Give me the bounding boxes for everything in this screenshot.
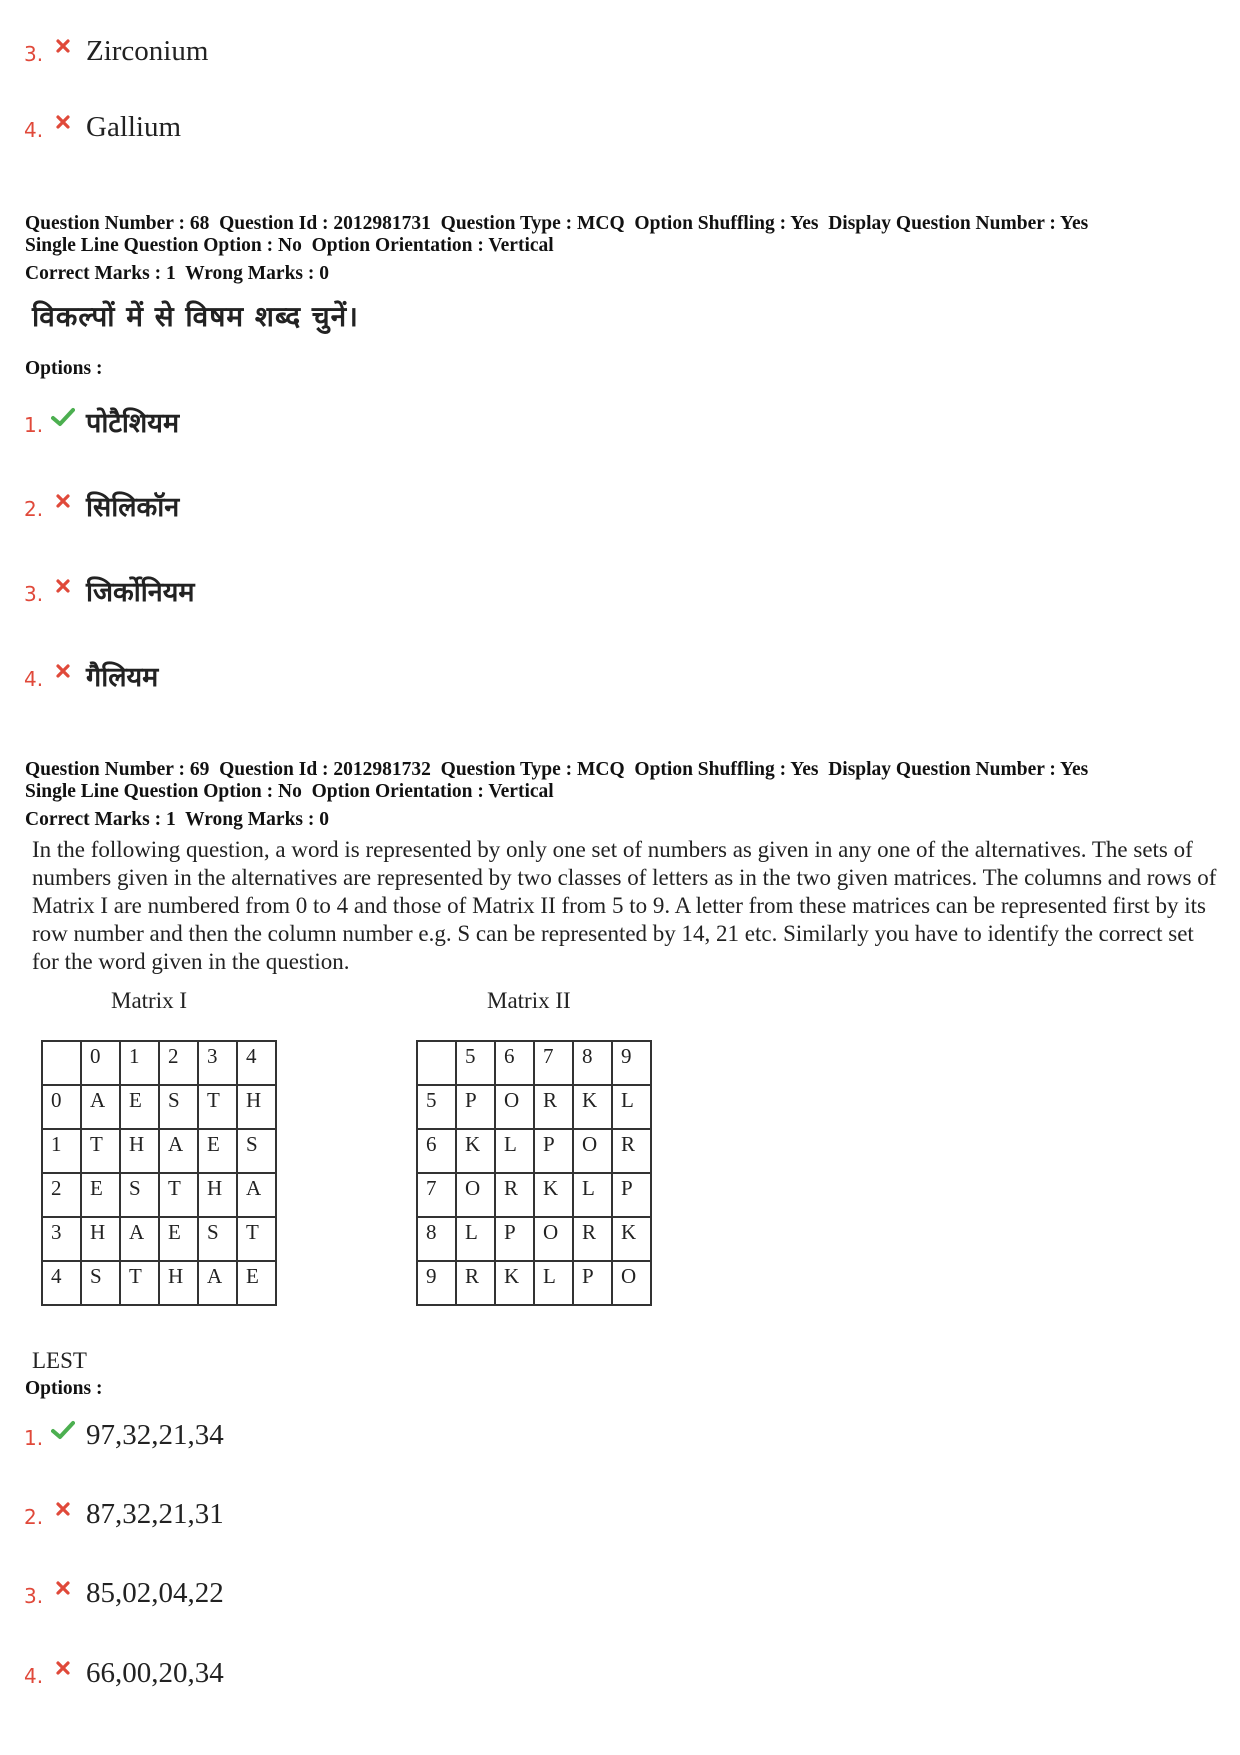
matrix-cell: A <box>81 1085 120 1129</box>
matrix-cell: T <box>237 1217 276 1261</box>
matrix-cell: E <box>120 1085 159 1129</box>
matrix-cell: S <box>159 1085 198 1129</box>
matrix-row <box>417 1129 651 1173</box>
cross-icon <box>50 1574 76 1602</box>
q69-option-3 <box>24 1564 224 1608</box>
matrix-cell: R <box>534 1085 573 1129</box>
option-number: 3. <box>24 1584 44 1608</box>
option-number: 4. <box>24 667 44 691</box>
option-text: 66,00,20,34 <box>86 1657 224 1689</box>
matrix-row <box>417 1261 651 1305</box>
matrix-cell: T <box>159 1173 198 1217</box>
q68-option-2 <box>24 477 179 521</box>
matrix-cell: T <box>198 1085 237 1129</box>
check-icon <box>50 1416 76 1444</box>
matrix-cell: P <box>495 1217 534 1261</box>
matrix-row-number: 5 <box>417 1085 456 1129</box>
matrix-cell: L <box>534 1261 573 1305</box>
matrix-cell: S <box>81 1261 120 1305</box>
matrix-cell: H <box>120 1129 159 1173</box>
matrix-row-number: 6 <box>417 1129 456 1173</box>
matrix-cell: E <box>237 1261 276 1305</box>
matrix-row-number: 9 <box>417 1261 456 1305</box>
matrix-cell: K <box>612 1217 651 1261</box>
matrix-cell: K <box>534 1173 573 1217</box>
matrix-row-number: 4 <box>42 1261 81 1305</box>
matrix-header-cell: 2 <box>159 1041 198 1085</box>
matrix-cell: P <box>612 1173 651 1217</box>
matrix-1-table <box>41 1040 277 1306</box>
matrix-row <box>42 1217 276 1261</box>
matrix-cell: S <box>198 1217 237 1261</box>
q69-meta-line1: Question Number : 69 Question Id : 2012981732 Question Type : MCQ Option Shuffling : Yes Display Question Number : Yes <box>25 759 1089 780</box>
q69-option-4 <box>24 1644 224 1688</box>
option-number: 3. <box>24 42 44 66</box>
matrix-cell: E <box>198 1129 237 1173</box>
matrix-cell: L <box>573 1173 612 1217</box>
matrix-header-cell: 5 <box>456 1041 495 1085</box>
q69-option-2 <box>24 1485 224 1529</box>
cross-icon <box>50 657 76 685</box>
matrix-cell: A <box>120 1217 159 1261</box>
matrix-row <box>42 1173 276 1217</box>
matrix-header-cell: 7 <box>534 1041 573 1085</box>
matrix-cell: R <box>456 1261 495 1305</box>
matrix-cell: A <box>198 1261 237 1305</box>
option-number: 1. <box>24 1426 44 1450</box>
cross-icon <box>50 1495 76 1523</box>
matrix-header-cell: 1 <box>120 1041 159 1085</box>
matrix-cell: R <box>612 1129 651 1173</box>
matrix-cell: T <box>81 1129 120 1173</box>
matrix-row <box>417 1085 651 1129</box>
matrix-cell: O <box>612 1261 651 1305</box>
option-text: Zirconium <box>86 35 209 67</box>
q68-option-3 <box>24 562 195 606</box>
option-text: गैलियम <box>86 662 159 693</box>
option-number: 4. <box>24 118 44 142</box>
matrix-row <box>42 1261 276 1305</box>
matrix-row-number: 2 <box>42 1173 81 1217</box>
q69-meta-line2: Single Line Question Option : No Option Orientation : Vertical <box>25 781 554 802</box>
matrix-header-cell: 3 <box>198 1041 237 1085</box>
q69-question-text: In the following question, a word is represented by only one set of numbers as given in any one of the alternatives. The sets of numbers given in the alternatives are represented by two classes of letters as in the two given matrices. The columns and rows of Matrix I are numbered from 0 to 4 and those of Matrix II from 5 to 9. A letter from these matrices can be represented first by its row number and then the column number e.g. S can be represented by 14, 21 etc. Similarly you have to identify the correct set for the word given in the question. <box>32 837 1217 974</box>
matrix-cell: H <box>81 1217 120 1261</box>
matrix-header-cell: 0 <box>81 1041 120 1085</box>
matrix-cell: K <box>495 1261 534 1305</box>
matrix-header-cell: 8 <box>573 1041 612 1085</box>
matrix-cell: O <box>495 1085 534 1129</box>
cross-icon <box>50 108 76 136</box>
option-text: जिर्कोनियम <box>86 577 195 608</box>
matrix-cell: S <box>120 1173 159 1217</box>
matrix-cell: R <box>573 1217 612 1261</box>
cross-icon <box>50 32 76 60</box>
q68-option-1 <box>24 393 179 437</box>
q68-options-label: Options : <box>25 358 103 379</box>
matrix-cell: H <box>198 1173 237 1217</box>
matrix-cell: H <box>159 1261 198 1305</box>
matrix-2-title: Matrix II <box>487 988 571 1013</box>
option-text: 85,02,04,22 <box>86 1577 224 1609</box>
matrix-row <box>42 1085 276 1129</box>
matrix-cell: H <box>237 1085 276 1129</box>
matrix-cell: L <box>495 1129 534 1173</box>
matrix-row-number: 3 <box>42 1217 81 1261</box>
option-number: 4. <box>24 1664 44 1688</box>
option-number: 1. <box>24 413 44 437</box>
q68-meta-line1: Question Number : 68 Question Id : 2012981731 Question Type : MCQ Option Shuffling : Yes Display Question Number : Yes <box>25 213 1089 234</box>
matrix-cell: L <box>456 1217 495 1261</box>
matrix-header-cell <box>417 1041 456 1085</box>
matrix-cell: T <box>120 1261 159 1305</box>
matrix-cell: P <box>534 1129 573 1173</box>
matrix-cell: O <box>573 1129 612 1173</box>
matrix-row-number: 1 <box>42 1129 81 1173</box>
matrix-cell: P <box>573 1261 612 1305</box>
matrix-row-number: 8 <box>417 1217 456 1261</box>
matrix-header-cell: 9 <box>612 1041 651 1085</box>
option-text: पोटैशियम <box>86 408 180 439</box>
matrix-header-cell: 4 <box>237 1041 276 1085</box>
matrix-cell: A <box>159 1129 198 1173</box>
option-number: 2. <box>24 497 44 521</box>
matrix-header-cell <box>42 1041 81 1085</box>
matrix-cell: R <box>495 1173 534 1217</box>
option-text: सिलिकॉन <box>86 492 180 523</box>
q68-marks: Correct Marks : 1 Wrong Marks : 0 <box>25 263 330 284</box>
prev-option-3 <box>24 22 208 66</box>
matrix-cell: P <box>456 1085 495 1129</box>
q69-word: LEST <box>32 1348 87 1373</box>
matrix-header-row <box>42 1041 276 1085</box>
matrix-row <box>42 1129 276 1173</box>
matrix-row-number: 0 <box>42 1085 81 1129</box>
matrix-row-number: 7 <box>417 1173 456 1217</box>
matrix-row <box>417 1217 651 1261</box>
option-number: 2. <box>24 1505 44 1529</box>
q69-options-label: Options : <box>25 1378 103 1399</box>
q68-option-4 <box>24 647 158 691</box>
matrix-cell: E <box>159 1217 198 1261</box>
cross-icon <box>50 572 76 600</box>
matrix-cell: E <box>81 1173 120 1217</box>
matrix-2-table <box>416 1040 652 1306</box>
matrix-cell: O <box>456 1173 495 1217</box>
prev-option-4 <box>24 98 181 142</box>
matrix-cell: O <box>534 1217 573 1261</box>
option-number: 3. <box>24 582 44 606</box>
matrix-row <box>417 1173 651 1217</box>
matrix-cell: L <box>612 1085 651 1129</box>
cross-icon <box>50 487 76 515</box>
q68-question-text: विकल्पों में से विषम शब्द चुनें। <box>32 300 359 333</box>
matrix-cell: K <box>456 1129 495 1173</box>
matrix-header-row <box>417 1041 651 1085</box>
option-text: 87,32,21,31 <box>86 1498 224 1530</box>
q69-marks: Correct Marks : 1 Wrong Marks : 0 <box>25 809 330 830</box>
cross-icon <box>50 1654 76 1682</box>
option-text: 97,32,21,34 <box>86 1419 224 1451</box>
q68-meta-line2: Single Line Question Option : No Option Orientation : Vertical <box>25 235 554 256</box>
check-icon <box>50 403 76 431</box>
matrix-cell: A <box>237 1173 276 1217</box>
option-text: Gallium <box>86 111 182 143</box>
matrix-cell: S <box>237 1129 276 1173</box>
matrix-cell: K <box>573 1085 612 1129</box>
matrix-1-title: Matrix I <box>111 988 188 1013</box>
q69-option-1 <box>24 1406 224 1450</box>
matrix-header-cell: 6 <box>495 1041 534 1085</box>
